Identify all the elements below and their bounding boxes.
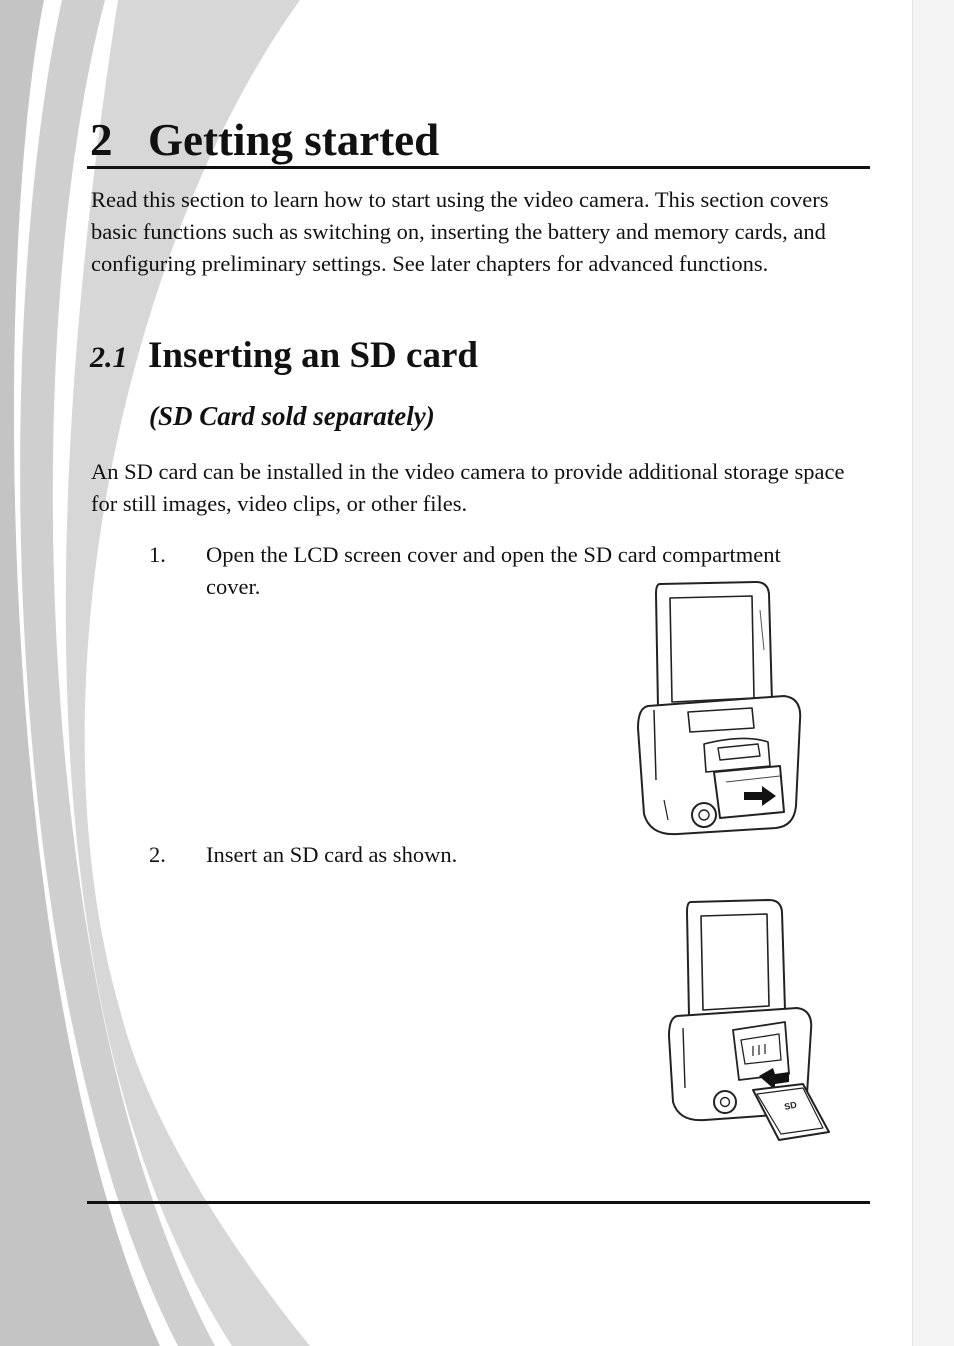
chapter-title: Getting started	[148, 115, 440, 165]
step-text: Insert an SD card as shown.	[206, 842, 458, 867]
step-2	[149, 839, 849, 879]
section-number: 2.1	[90, 341, 128, 374]
step-text: Open the LCD screen cover and open the SD card compartment cover.	[206, 542, 781, 599]
chapter-heading	[90, 112, 870, 168]
step-number: 1.	[149, 542, 166, 567]
figure-insert-sd-card	[663, 898, 837, 1146]
sd-card-label: SD	[783, 1099, 798, 1112]
footer-rule	[87, 1201, 870, 1204]
section-subtitle: (SD Card sold separately)	[149, 401, 435, 431]
figure-open-compartment	[634, 580, 806, 838]
step-number: 2.	[149, 842, 166, 867]
chapter-number: 2	[90, 115, 113, 165]
section-heading	[90, 332, 478, 382]
intro-paragraph: Read this section to learn how to start using the video camera. This section covers basic functions such as switching on, inserting the battery and memory cards, and configuring preliminary settings. See later chapters for advanced functions.	[91, 187, 829, 276]
heading-rule	[87, 166, 870, 169]
section-paragraph: An SD card can be installed in the video camera to provide additional storage space for still images, video clips, or other files.	[91, 459, 845, 516]
page-edge-strip	[912, 0, 954, 1346]
section-title: Inserting an SD card	[148, 335, 478, 376]
